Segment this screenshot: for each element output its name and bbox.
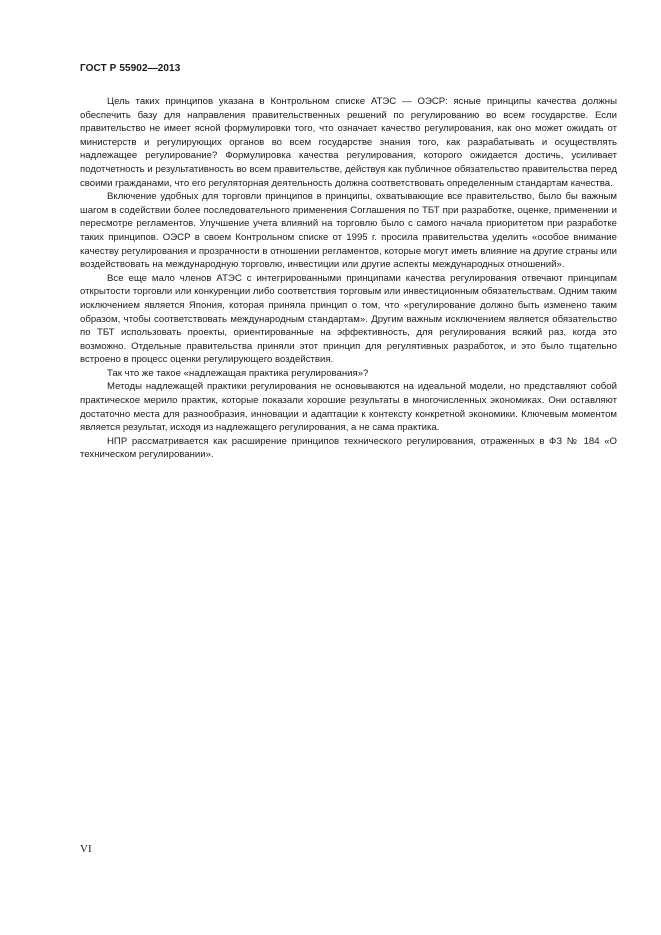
paragraph-5: Методы надлежащей практики регулирования не основываются на идеальной модели, но представляют собой практическое мерило практик, которые показали хорошие результаты в многочисленных экономиках. Они оставляют достаточно места для разнообразия, инновации и адаптации к контексту конкретной экономики. Ключевым моментом является результат, исходя из надлежащего регулирования, а не сама практика. <box>80 381 617 434</box>
paragraph-2: Включение удобных для торговли принципов в принципы, охватывающие все правительство, было бы важным шагом в содействии более последовательного применения Соглашения по ТБТ при разработке, оценке, применении и пересмотре регламентов. Улучшение учета влияний на торговлю было с самого начала приоритетом при разработке таких принципов. ОЭСР в своем Контрольном списке от 1995 г. просила правительства уделить «особое внимание качеству регулирования и прозрачности в отношении регламентов, которые могут иметь влияние на другие страны или воздействовать на международную торговлю, инвестиции или другие аспекты международных отношений». <box>80 191 617 271</box>
paragraph-3: Все еще мало членов АТЭС с интегрированными принципами качества регулирования отвечают принципам открытости торговли или конкуренции либо соответствия торговым или инвестиционным обязательствам. Одним таким исключением является Япония, которая приняла принцип о том, что «регулирование должно быть изменено таким образом, чтобы соответствовать международным стандартам». Другим важным исключением является обязательство по ТБТ использовать проекты, ориентированные на эффективность, для регулирования всякий раз, когда это возможно. Отдельные правительства приняли этот принцип для регулятивных разработок, и это было тщательно встроено в процесс оценки регулирующего воздействия. <box>80 272 617 366</box>
body-text <box>80 95 617 462</box>
paragraph-1: Цель таких принципов указана в Контрольном списке АТЭС — ОЭСР: ясные принципы качества должны обеспечить базу для направления правительственных решений по регулированию во всем государстве. Если правительство не имеет ясной формулировки того, что означает качество регулирования, как оно может ожидать от министерств и регулирующих органов во всем государстве знания того, как разрабатывать и осуществлять надлежащее регулирование? Формулировка качества регулирования, которого ожидается достичь, усиливает подотчетность и результативность во всем правительстве, действуя как публичное обязательство правительства перед своими гражданами, что его регуляторная деятельность должна соответствовать определенным стандартам качества. <box>80 96 617 189</box>
standard-header: ГОСТ Р 55902—2013 <box>80 63 181 74</box>
paragraph-4: Так что же такое «надлежащая практика регулирования»? <box>107 367 369 379</box>
page-number: VI <box>80 843 92 855</box>
paragraph-6: НПР рассматривается как расширение принципов технического регулирования, отраженных в ФЗ № 184 «О техническом регулировании». <box>80 435 617 461</box>
